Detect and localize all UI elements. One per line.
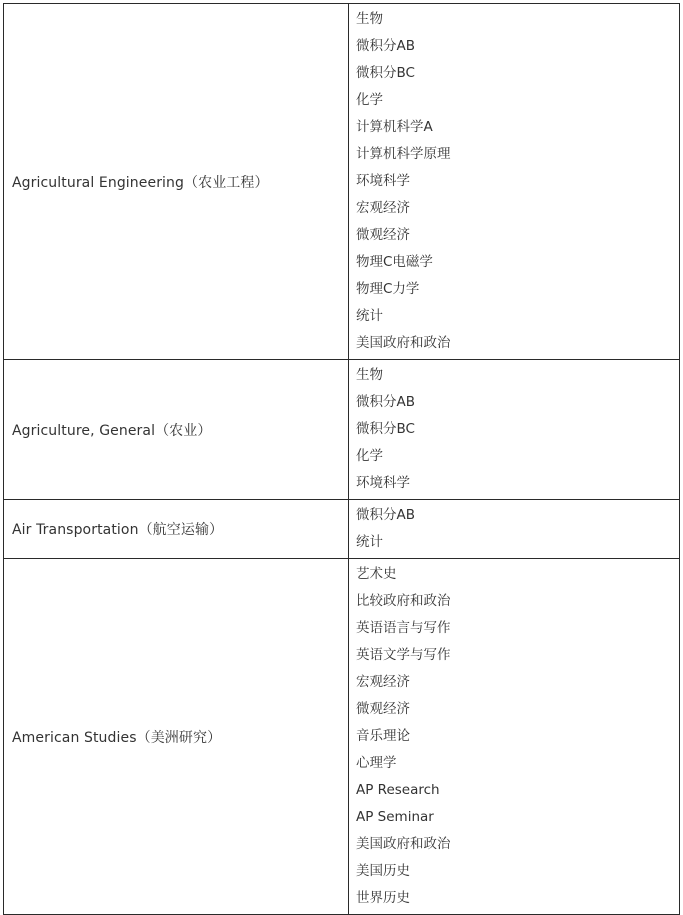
course-item: 统计 bbox=[356, 308, 383, 324]
course-item: 宏观经济 bbox=[356, 200, 410, 216]
course-item: 心理学 bbox=[356, 755, 397, 771]
course-list-cell bbox=[349, 360, 680, 500]
course-item: 微积分AB bbox=[356, 507, 415, 523]
course-item: 美国政府和政治 bbox=[356, 836, 451, 852]
course-item: 化学 bbox=[356, 448, 383, 464]
course-item: 微积分AB bbox=[356, 394, 415, 410]
course-item: 比较政府和政治 bbox=[356, 593, 451, 609]
major-name-cell bbox=[4, 360, 349, 500]
course-item: 宏观经济 bbox=[356, 674, 410, 690]
majors-table-body bbox=[4, 4, 680, 915]
course-item: 世界历史 bbox=[356, 890, 410, 906]
course-item: 英语文学与写作 bbox=[356, 647, 451, 663]
course-item: 计算机科学A bbox=[356, 119, 433, 135]
course-item: 环境科学 bbox=[356, 475, 410, 491]
course-list-cell bbox=[349, 559, 680, 915]
course-list-cell bbox=[349, 4, 680, 360]
course-item: 化学 bbox=[356, 92, 383, 108]
major-name: Agriculture, General（农业） bbox=[12, 422, 212, 439]
course-item: 美国历史 bbox=[356, 863, 410, 879]
major-name-cell bbox=[4, 4, 349, 360]
course-item: 微积分AB bbox=[356, 38, 415, 54]
course-item: 微观经济 bbox=[356, 701, 410, 717]
course-item: 音乐理论 bbox=[356, 728, 410, 744]
course-item: 生物 bbox=[356, 11, 383, 27]
major-name: American Studies（美洲研究） bbox=[12, 729, 222, 746]
course-item: 计算机科学原理 bbox=[356, 146, 451, 162]
course-item: 物理C力学 bbox=[356, 281, 420, 297]
major-name-cell bbox=[4, 500, 349, 559]
table-row bbox=[4, 559, 680, 915]
course-item: 物理C电磁学 bbox=[356, 254, 433, 270]
course-item: AP Seminar bbox=[356, 809, 434, 825]
course-item: 美国政府和政治 bbox=[356, 335, 451, 351]
table-row bbox=[4, 4, 680, 360]
course-item: 环境科学 bbox=[356, 173, 410, 189]
course-item: 英语语言与写作 bbox=[356, 620, 451, 636]
course-item: AP Research bbox=[356, 782, 440, 798]
major-name: Air Transportation（航空运输） bbox=[12, 522, 224, 538]
course-list-cell bbox=[349, 500, 680, 559]
course-item: 生物 bbox=[356, 367, 383, 383]
course-item: 微积分BC bbox=[356, 65, 415, 81]
course-item: 微积分BC bbox=[356, 421, 415, 437]
course-item: 艺术史 bbox=[356, 566, 397, 582]
major-name: Agricultural Engineering（农业工程） bbox=[12, 174, 269, 191]
course-item: 统计 bbox=[356, 534, 383, 550]
table-row bbox=[4, 360, 680, 500]
major-name-cell bbox=[4, 559, 349, 915]
majors-table bbox=[3, 3, 680, 915]
table-row bbox=[4, 500, 680, 559]
course-item: 微观经济 bbox=[356, 227, 410, 243]
